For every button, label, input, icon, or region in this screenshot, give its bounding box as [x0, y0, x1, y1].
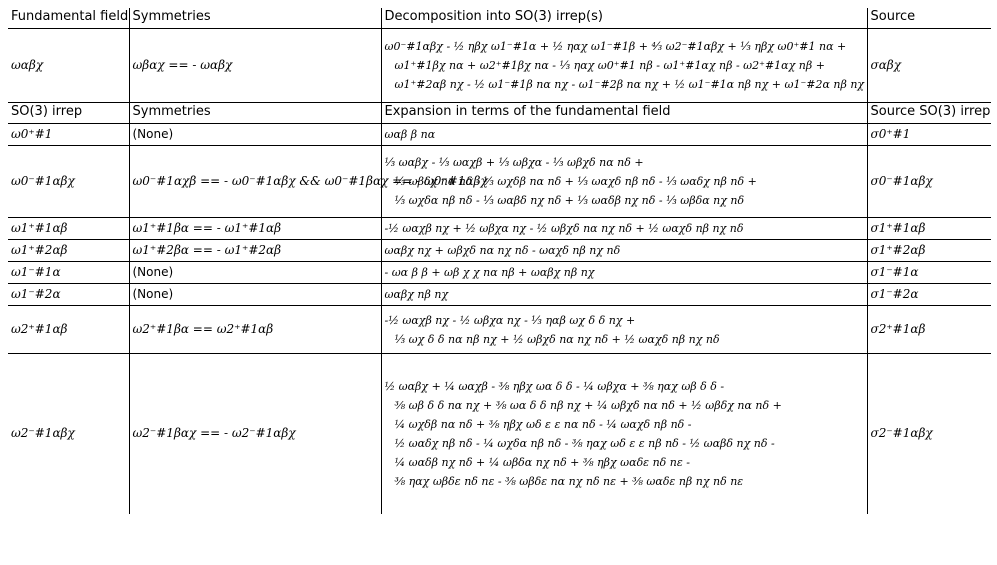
fundamental-source-cell: σαβχ: [867, 29, 991, 103]
expansion-line: -½ ωαχβ nχ + ½ ωβχα nχ - ½ ωβχδ nα nχ nδ + ½ ωαχδ nβ nχ nδ: [384, 222, 744, 235]
expansion-line: ⅓ ωχ δ δ nα nβ nχ + ½ ωβχδ nα nχ nδ + ½ ωαχδ nβ nχ nδ: [394, 332, 720, 346]
irrep-expansion-cell: [381, 284, 867, 306]
irrep-name-cell: ω1⁻#1α: [8, 262, 129, 284]
expansion-line: -½ ωαχβ nχ - ½ ωβχα nχ - ⅓ ηαβ ωχ δ δ nχ +: [384, 313, 636, 327]
irrep-name-cell: ω2⁻#1αβχ: [8, 354, 129, 514]
irrep-source-cell: σ1⁺#1αβ: [867, 218, 991, 240]
expansion-line: ⅓ ωβδχ nα nδ - ⅓ ωχδβ nα nδ + ⅓ ωαχδ nβ nδ - ⅓ ωαδχ nβ nδ +: [394, 175, 757, 188]
header-expansion: Expansion in terms of the fundamental field: [381, 103, 867, 124]
irrep-symmetry-cell: ω2⁺#1βα == ω2⁺#1αβ: [129, 306, 381, 354]
irrep-expansion-cell: [381, 306, 867, 354]
irrep-source-cell: σ2⁺#1αβ: [867, 306, 991, 354]
irrep-source-cell: σ1⁺#2αβ: [867, 240, 991, 262]
irrep-symmetry-cell: ω0⁻#1αχβ == - ω0⁻#1αβχ && ω0⁻#1βαχ == - ω0⁻#1αβχ: [129, 146, 381, 218]
irrep-rows: [8, 124, 991, 514]
irrep-expansion-cell: [381, 354, 867, 514]
expansion-line: ⅜ ωβ δ δ nα nχ + ⅜ ωα δ δ nβ nχ + ¼ ωβχδ nα nδ + ½ ωβδχ nα nδ +: [394, 398, 782, 412]
irrep-symmetry-cell: (None): [129, 284, 381, 306]
irrep-expansion-cell: [381, 146, 867, 218]
irrep-symmetry-cell: ω2⁻#1βαχ == - ω2⁻#1αβχ: [129, 354, 381, 514]
header-so3-irrep: SO(3) irrep: [8, 103, 129, 124]
expansion-line: ⅜ ηαχ ωβδε nδ nε - ⅜ ωβδε nα nχ nδ nε + ⅜ ωαδε nβ nχ nδ nε: [394, 474, 744, 488]
header-decomposition: Decomposition into SO(3) irrep(s): [381, 8, 867, 29]
irrep-symmetry-cell: ω1⁺#1βα == - ω1⁺#1αβ: [129, 218, 381, 240]
irrep-expansion-cell: [381, 124, 867, 146]
header-fundamental-field: Fundamental field: [11, 9, 129, 24]
irrep-source-cell: σ1⁻#2α: [867, 284, 991, 306]
irrep-row: [8, 284, 991, 306]
fundamental-field-cell: ωαβχ: [8, 29, 129, 103]
irrep-expansion-cell: [381, 262, 867, 284]
irrep-source-cell: σ2⁻#1αβχ: [867, 354, 991, 514]
irrep-symmetry-cell: (None): [129, 124, 381, 146]
field-decomposition-table: [8, 8, 991, 514]
expansion-line: - ωα β β + ωβ χ χ nα nβ + ωαβχ nβ nχ: [384, 266, 595, 279]
irrep-row: [8, 218, 991, 240]
irrep-row: [8, 240, 991, 262]
top-header-row: [8, 8, 991, 29]
header-source: Source: [867, 8, 991, 29]
decomposition-line: ω1⁺#2αβ nχ - ½ ω1⁻#1β nα nχ - ω1⁻#2β nα nχ + ½ ω1⁻#1α nβ nχ + ω1⁻#2α nβ nχ: [394, 78, 865, 91]
expansion-line: ½ ωαβχ + ¼ ωαχβ - ⅜ ηβχ ωα δ δ - ¼ ωβχα + ⅜ ηαχ ωβ δ δ -: [384, 379, 725, 393]
irrep-expansion-cell: [381, 218, 867, 240]
decomposition-line: ω1⁺#1βχ nα + ω2⁺#1βχ nα - ⅓ ηαχ ω0⁺#1 nβ - ω1⁺#1αχ nβ - ω2⁺#1αχ nβ +: [394, 59, 825, 72]
irrep-name-cell: ω0⁺#1: [8, 124, 129, 146]
expansion-line: ¼ ωχδβ nα nδ + ⅜ ηβχ ωδ ε ε nα nδ - ¼ ωαχδ nβ nδ -: [394, 417, 692, 431]
expansion-line: ¼ ωαδβ nχ nδ + ¼ ωβδα nχ nδ + ⅜ ηβχ ωαδε nδ nε -: [394, 455, 690, 469]
header-symmetries: Symmetries: [129, 8, 381, 29]
irrep-row: [8, 306, 991, 354]
irrep-name-cell: ω2⁺#1αβ: [8, 306, 129, 354]
expansion-line: ωαβχ nχ + ωβχδ nα nχ nδ - ωαχδ nβ nχ nδ: [384, 244, 621, 257]
expansion-line: ½ ωαδχ nβ nδ - ¼ ωχδα nβ nδ - ⅜ ηαχ ωδ ε ε nβ nδ - ½ ωαβδ nχ nδ -: [394, 436, 775, 450]
decomposition-cell: [381, 29, 867, 103]
irrep-name-cell: ω1⁺#2αβ: [8, 240, 129, 262]
decomposition-line: ω0⁻#1αβχ - ½ ηβχ ω1⁻#1α + ½ ηαχ ω1⁻#1β + ⁴⁄₃ ω2⁻#1αβχ + ⅓ ηβχ ω0⁺#1 nα +: [384, 40, 847, 53]
irrep-symmetry-cell: (None): [129, 262, 381, 284]
irrep-symmetry-cell: ω1⁺#2βα == - ω1⁺#2αβ: [129, 240, 381, 262]
fundamental-row: [8, 29, 991, 103]
irrep-name-cell: ω1⁻#2α: [8, 284, 129, 306]
irrep-row: [8, 262, 991, 284]
expansion-line: ⅓ ωαβχ - ⅓ ωαχβ + ⅓ ωβχα - ⅓ ωβχδ nα nδ +: [384, 156, 644, 169]
irrep-name-cell: ω0⁻#1αβχ: [8, 146, 129, 218]
expansion-line: ωαβ β nα: [384, 128, 436, 141]
irrep-name-cell: ω1⁺#1αβ: [8, 218, 129, 240]
header-source-irrep: Source SO(3) irrep: [867, 103, 991, 124]
expansion-line: ⅓ ωχδα nβ nδ - ⅓ ωαβδ nχ nδ + ⅓ ωαδβ nχ nδ - ⅓ ωβδα nχ nδ: [394, 194, 745, 207]
expansion-line: ωαβχ nβ nχ: [384, 288, 449, 301]
bottom-header-row: [8, 103, 991, 124]
irrep-source-cell: σ0⁻#1αβχ: [867, 146, 991, 218]
irrep-source-cell: σ0⁺#1: [867, 124, 991, 146]
fundamental-symmetry-cell: ωβαχ == - ωαβχ: [129, 29, 381, 103]
irrep-row: [8, 354, 991, 514]
irrep-row: [8, 124, 991, 146]
irrep-row: [8, 146, 991, 218]
header-irrep-symmetries: Symmetries: [129, 103, 381, 124]
irrep-expansion-cell: [381, 240, 867, 262]
irrep-source-cell: σ1⁻#1α: [867, 262, 991, 284]
